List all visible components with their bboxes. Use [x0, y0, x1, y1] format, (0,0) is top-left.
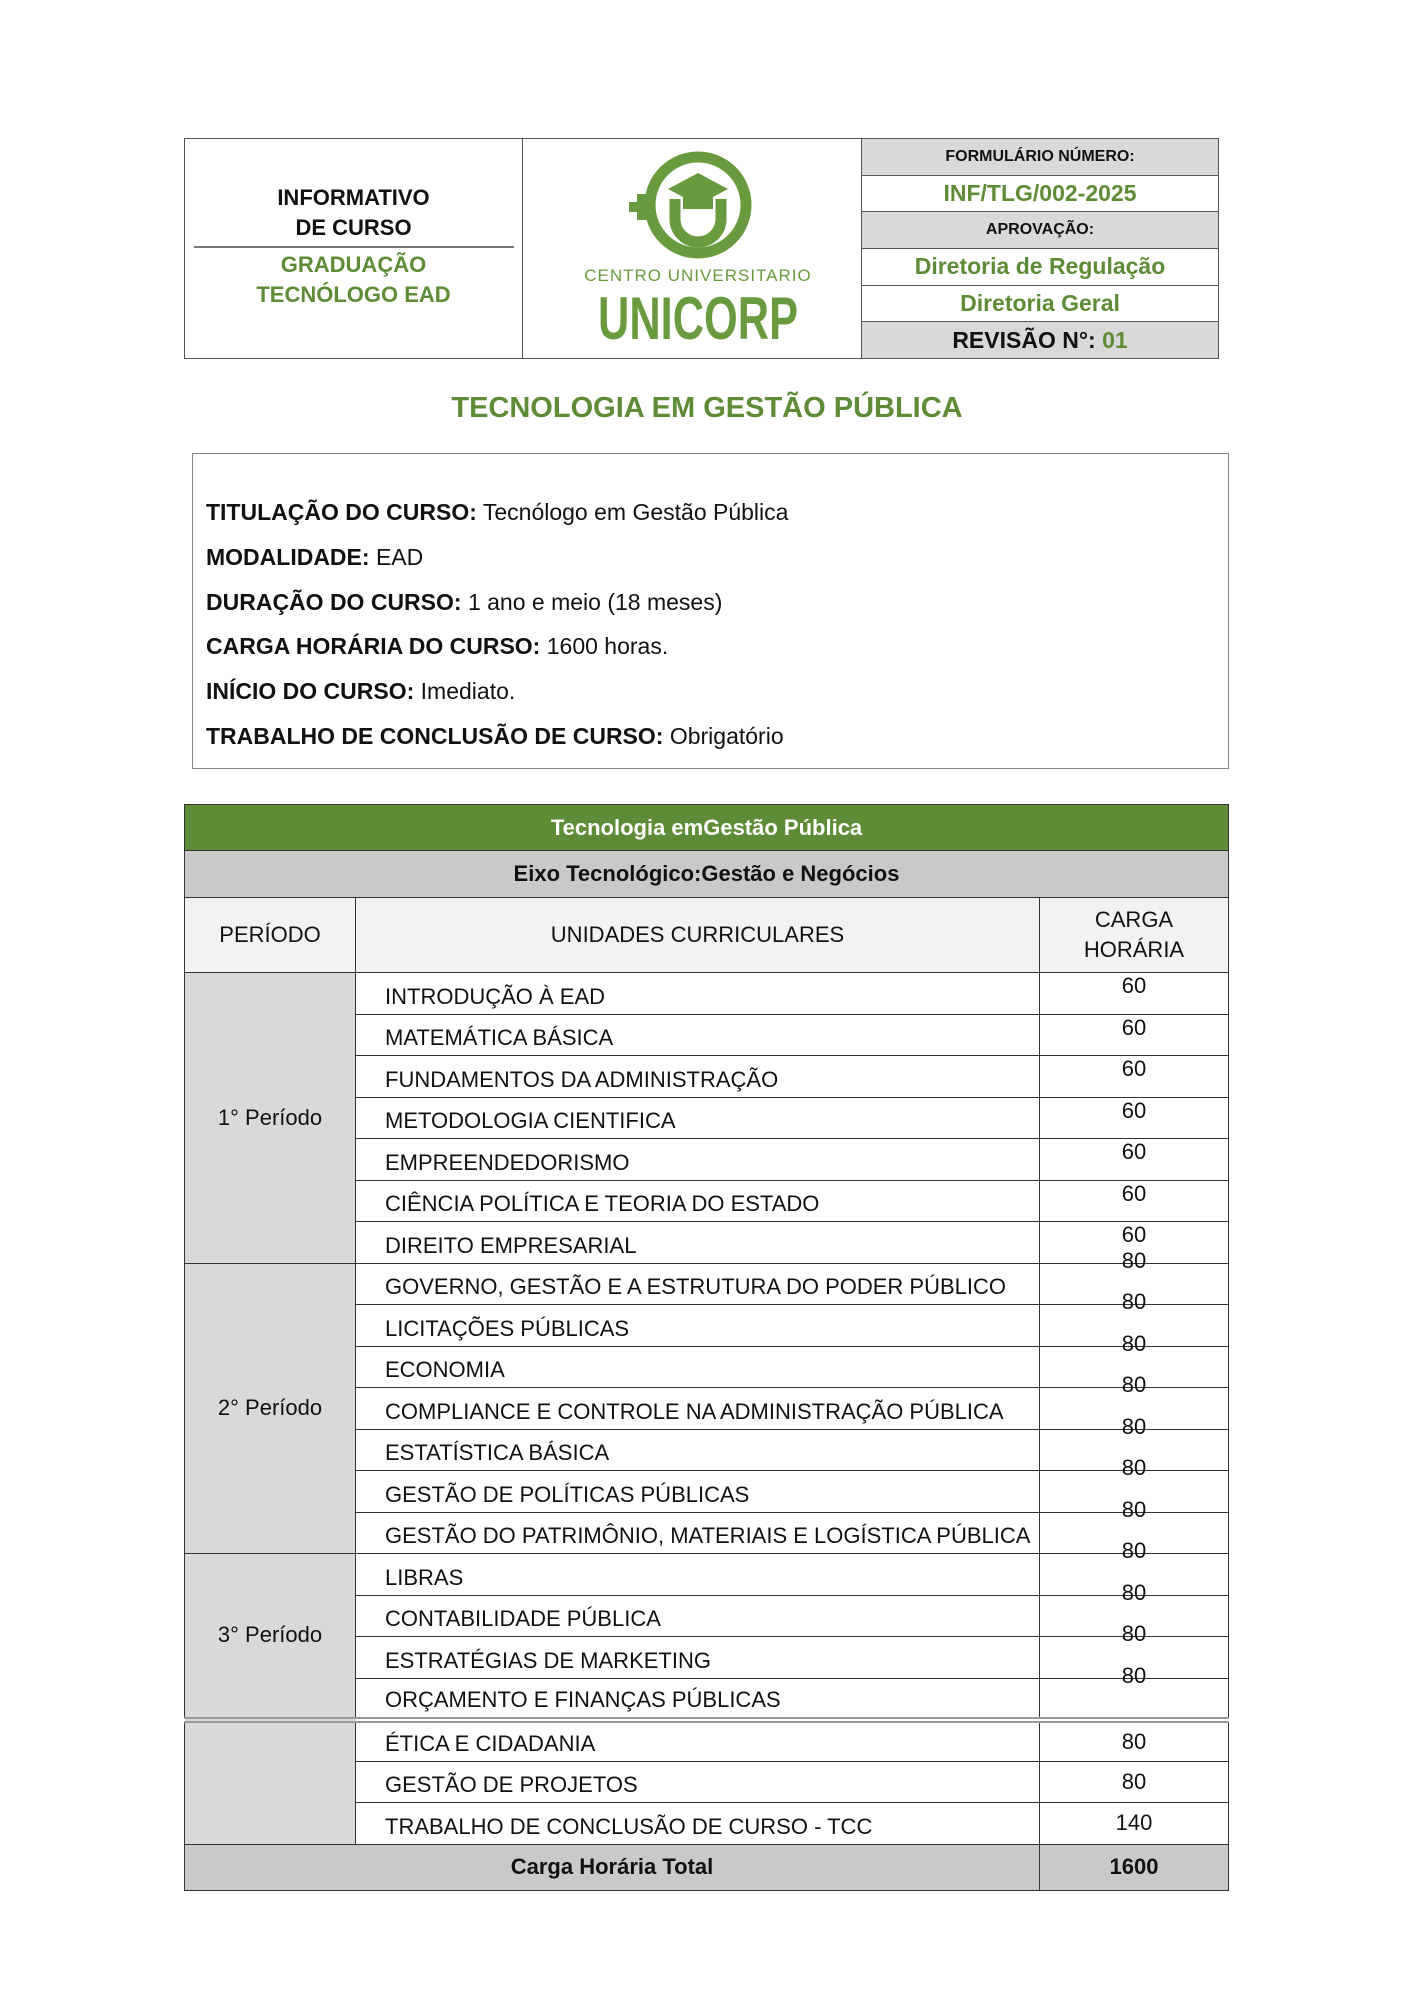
unit-name: TRABALHO DE CONCLUSÃO DE CURSO - TCC [356, 1803, 1040, 1845]
hours-value: 140 [1115, 1810, 1153, 1836]
period-cell: 2° Período [185, 1263, 356, 1554]
info-line [206, 714, 1215, 759]
unit-hours [1040, 1097, 1229, 1139]
hours-value: 80 [1121, 1289, 1147, 1314]
hours-value: 80 [1121, 1330, 1147, 1356]
hours-value: 80 [1121, 1247, 1147, 1273]
svg-text:UNICORP: UNICORP [598, 285, 798, 352]
period-cell: 3° Período [185, 1554, 356, 1720]
unit-hours [1040, 1180, 1229, 1222]
hours-value: 80 [1121, 1496, 1147, 1522]
unit-hours [1040, 1139, 1229, 1181]
hours-value: 80 [1121, 1768, 1147, 1794]
unit-name: GESTÃO DE POLÍTICAS PÚBLICAS [356, 1471, 1040, 1513]
level-line2: TECNÓLOGO EAD [256, 282, 451, 307]
header-row [185, 898, 1229, 973]
axis-row [185, 851, 1229, 898]
unit-name: INTRODUÇÃO À EAD [356, 973, 1040, 1015]
hours-value: 60 [1121, 973, 1147, 998]
info-line [206, 624, 1215, 669]
info-value: Imediato. [420, 678, 516, 705]
unit-name: ECONOMIA [356, 1346, 1040, 1388]
unit-name: EMPREENDEDORISMO [356, 1139, 1040, 1181]
svg-text:CENTRO UNIVERSITARIO: CENTRO UNIVERSITARIO [584, 266, 812, 285]
unit-name: ORÇAMENTO E FINANÇAS PÚBLICAS [356, 1678, 1040, 1720]
info-value: Tecnólogo em Gestão Pública [482, 499, 789, 525]
form-info-cell [862, 139, 1218, 358]
info-value: EAD [375, 543, 424, 570]
units-header: UNIDADES CURRICULARES [356, 898, 1040, 973]
hours-value: 60 [1121, 1139, 1147, 1164]
unit-hours [1040, 1056, 1229, 1098]
approval-2: Diretoria Geral [862, 286, 1218, 323]
info-label: INÍCIO DO CURSO: [206, 678, 415, 705]
form-number: INF/TLG/002-2025 [862, 176, 1218, 213]
unit-hours [1040, 1761, 1229, 1803]
hours-header-1: CARGA [1094, 907, 1174, 932]
table-row [185, 973, 1229, 1015]
hours-value: 80 [1121, 1538, 1147, 1563]
info-value: 1 ano e meio (18 meses) [467, 588, 723, 615]
approval-1: Diretoria de Regulação [862, 249, 1218, 286]
total-label: Carga Horária Total [185, 1844, 1040, 1890]
info-label: CARGA HORÁRIA DO CURSO: [206, 633, 541, 660]
form-number-label: FORMULÁRIO NÚMERO: [862, 139, 1218, 176]
curriculum-table [184, 804, 1229, 1891]
hours-header-2: HORÁRIA [1083, 937, 1185, 962]
doc-type-cell [185, 139, 523, 358]
unit-name: ESTRATÉGIAS DE MARKETING [356, 1637, 1040, 1679]
hours-value: 60 [1121, 1180, 1147, 1206]
hours-value: 80 [1121, 1662, 1147, 1688]
revision-number: 01 [1102, 326, 1128, 353]
doc-type-line1: INFORMATIVO [277, 185, 430, 210]
hours-value: 80 [1121, 1372, 1147, 1397]
unit-name: GOVERNO, GESTÃO E A ESTRUTURA DO PODER PÚBLICO [356, 1263, 1040, 1305]
unit-name: METODOLOGIA CIENTIFICA [356, 1097, 1040, 1139]
period-cell [185, 1720, 356, 1845]
unit-name: CIÊNCIA POLÍTICA E TEORIA DO ESTADO [356, 1180, 1040, 1222]
unit-name: FUNDAMENTOS DA ADMINISTRAÇÃO [356, 1056, 1040, 1098]
table-title-row [185, 805, 1229, 851]
course-info-box [192, 453, 1229, 769]
info-label: DURAÇÃO DO CURSO: [206, 588, 462, 615]
info-line [206, 535, 1215, 580]
page-title: TECNOLOGIA EM GESTÃO PÚBLICA [451, 392, 963, 424]
unit-hours [1040, 1720, 1229, 1762]
divider [194, 246, 514, 248]
unit-name: GESTÃO DE PROJETOS [356, 1761, 1040, 1803]
info-line [206, 580, 1215, 625]
hours-value: 80 [1121, 1413, 1147, 1439]
hours-value: 60 [1121, 1097, 1147, 1123]
unit-name: CONTABILIDADE PÚBLICA [356, 1595, 1040, 1637]
hours-value: 80 [1121, 1579, 1147, 1605]
unit-hours [1040, 1803, 1229, 1845]
revision [862, 322, 1218, 358]
hours-value: 60 [1121, 1056, 1147, 1081]
unit-name: LIBRAS [356, 1554, 1040, 1596]
unit-name: MATEMÁTICA BÁSICA [356, 1014, 1040, 1056]
hours-value: 80 [1121, 1621, 1147, 1646]
info-label: TITULAÇÃO DO CURSO: [206, 499, 477, 525]
info-line [206, 490, 1215, 535]
hours-value: 80 [1121, 1455, 1147, 1480]
unit-hours [1040, 1662, 1229, 1720]
level-line1: GRADUAÇÃO [280, 252, 427, 277]
period-cell: 1° Período [185, 973, 356, 1264]
info-value: Obrigatório [669, 722, 784, 749]
doc-type-line2: DE CURSO [295, 215, 412, 240]
logo-cell [523, 139, 862, 358]
unit-name: LICITAÇÕES PÚBLICAS [356, 1305, 1040, 1347]
axis-label: Eixo Tecnológico:Gestão e Negócios [185, 851, 1229, 898]
revision-label: REVISÃO N°: [952, 326, 1096, 353]
unit-name: COMPLIANCE E CONTROLE NA ADMINISTRAÇÃO PÚBLICA [356, 1388, 1040, 1430]
hours-header [1040, 898, 1229, 973]
unit-name: ESTATÍSTICA BÁSICA [356, 1429, 1040, 1471]
info-label: MODALIDADE: [206, 543, 370, 570]
unicorp-logo [523, 139, 862, 360]
info-line [206, 669, 1215, 714]
table-title: Tecnologia emGestão Pública [185, 805, 1229, 851]
unit-hours [1040, 973, 1229, 1015]
hours-value: 60 [1121, 1222, 1147, 1247]
total-hours: 1600 [1040, 1844, 1229, 1890]
hours-value: 60 [1121, 1014, 1147, 1040]
unit-hours [1040, 1014, 1229, 1056]
info-value: 1600 horas. [546, 633, 669, 660]
info-label: TRABALHO DE CONCLUSÃO DE CURSO: [206, 722, 664, 749]
document-header [184, 138, 1219, 359]
table-row [185, 1720, 1229, 1762]
unit-name: DIREITO EMPRESARIAL [356, 1222, 1040, 1264]
total-row [185, 1844, 1229, 1890]
unit-name: GESTÃO DO PATRIMÔNIO, MATERIAIS E LOGÍSTICA PÚBLICA [356, 1512, 1040, 1554]
hours-value: 80 [1121, 1728, 1147, 1754]
period-header: PERÍODO [185, 898, 356, 973]
unit-name: ÉTICA E CIDADANIA [356, 1720, 1040, 1762]
approval-label: APROVAÇÃO: [862, 212, 1218, 249]
